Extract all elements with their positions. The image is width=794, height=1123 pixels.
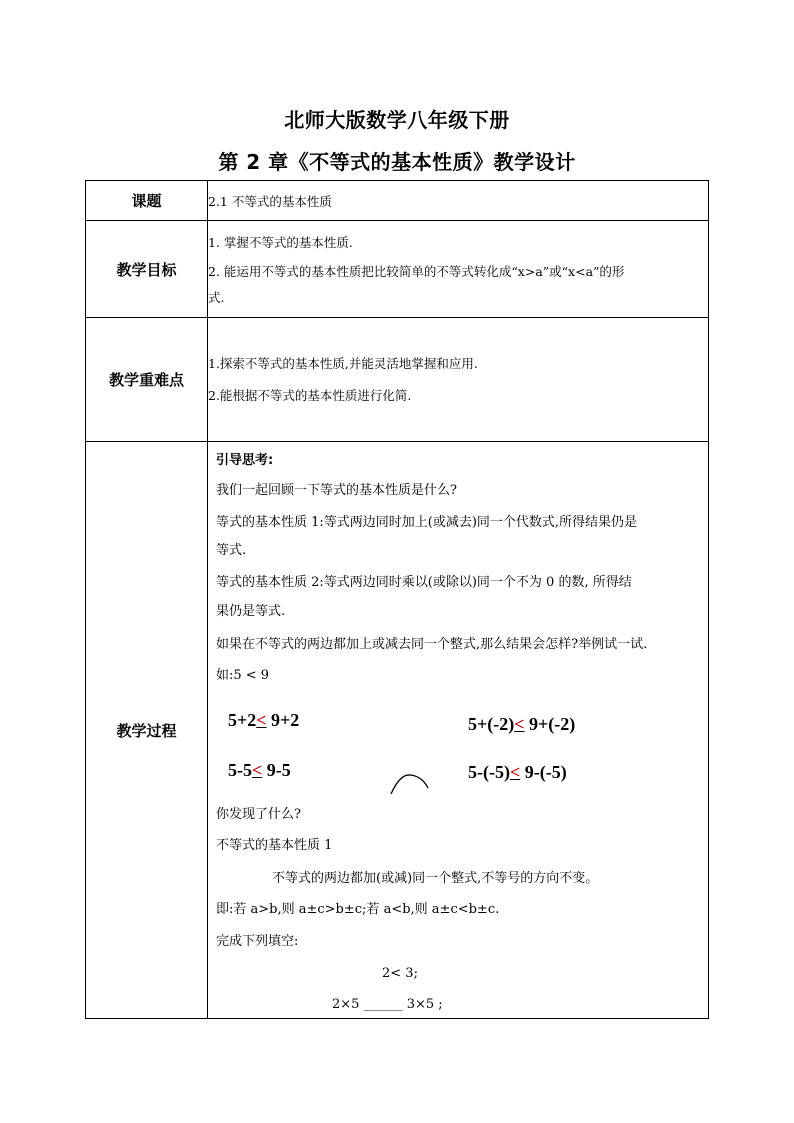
document-title: 北师大版数学八年级下册 <box>284 108 510 132</box>
inequality-sign: < <box>252 760 263 780</box>
goals-label: 教学目标 <box>86 221 208 318</box>
example-right: 9+2 <box>266 710 300 730</box>
process-line: 你发现了什么? <box>216 807 301 822</box>
process-heading: 引导思考: <box>216 453 274 468</box>
topic-content: 2.1 不等式的基本性质 <box>208 181 709 221</box>
example-3 <box>228 760 291 781</box>
inequality-sign: < <box>256 710 267 730</box>
process-line: 2×5 ______ 3×5 ; <box>332 997 443 1012</box>
key-points-content <box>208 318 709 442</box>
goal-line-2: 2. 能运用不等式的基本性质把比较简单的不等式转化成“x>a”或“x<a”的形 <box>208 264 625 279</box>
goal-line-1: 1. 掌握不等式的基本性质. <box>208 235 353 250</box>
process-line: 如果在不等式的两边都加上或减去同一个整式,那么结果会怎样?举例试一试. <box>216 637 648 652</box>
inequality-sign: < <box>514 714 525 734</box>
process-row <box>86 442 709 1019</box>
document-subtitle: 第 2 章《不等式的基本性质》教学设计 <box>218 150 576 174</box>
goals-content <box>208 221 709 318</box>
example-2 <box>468 714 575 735</box>
key-point-line-1: 1.探索不等式的基本性质,并能灵活地掌握和应用. <box>208 355 478 371</box>
process-line: 不等式的基本性质 1 <box>216 838 333 853</box>
process-line: 即:若 a>b,则 a±c>b±c;若 a<b,则 a±c<b±c. <box>216 902 500 917</box>
process-line: 等式的基本性质 1:等式两边同时加上(或减去)同一个代数式,所得结果仍是 <box>216 515 638 530</box>
inequality-sign: < <box>509 762 521 782</box>
example-left: 5+(-2) <box>468 714 515 734</box>
process-line: 等式的基本性质 2:等式两边同时乘以(或除以)同一个不为 0 的数, 所得结 <box>216 575 632 590</box>
arc-sketch <box>388 772 434 796</box>
key-point-line-2: 2.能根据不等式的基本性质进行化简. <box>208 387 412 403</box>
goal-line-3: 式. <box>208 290 225 305</box>
example-right: 9-(-5) <box>520 762 567 782</box>
goals-row <box>86 221 709 318</box>
process-line: 果仍是等式. <box>216 604 286 619</box>
key-points-label: 教学重难点 <box>86 318 208 442</box>
example-right: 9-5 <box>262 760 291 780</box>
example-4 <box>468 762 567 783</box>
key-points-row <box>86 318 709 442</box>
example-left: 5-(-5) <box>468 762 510 782</box>
example-left: 5+2 <box>228 710 257 730</box>
example-left: 5-5 <box>228 760 252 780</box>
process-content <box>208 442 709 1019</box>
process-line: 不等式的两边都加(或减)同一个整式,不等号的方向不变。 <box>272 871 599 886</box>
process-label: 教学过程 <box>86 442 208 1019</box>
process-line: 我们一起回顾一下等式的基本性质是什么? <box>216 483 457 498</box>
process-line: 等式. <box>216 543 247 558</box>
example-right: 9+(-2) <box>524 714 576 734</box>
topic-row <box>86 181 709 221</box>
process-line: 如:5 < 9 <box>216 668 270 683</box>
process-line: 2< 3; <box>382 966 418 981</box>
process-line: 完成下列填空: <box>216 934 299 949</box>
topic-label: 课题 <box>86 181 208 221</box>
lesson-plan-table <box>85 180 709 1019</box>
example-1 <box>228 710 299 731</box>
